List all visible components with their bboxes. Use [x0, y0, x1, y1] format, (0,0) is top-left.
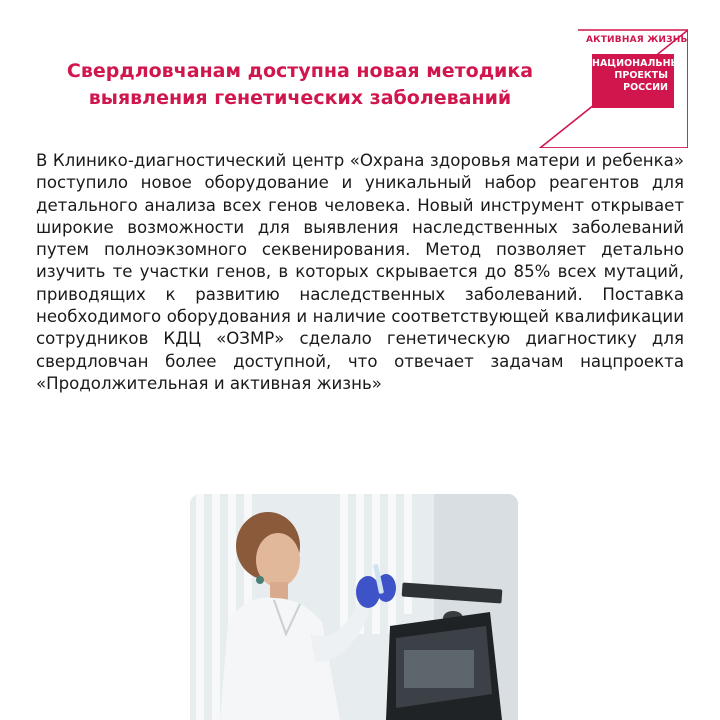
- article-paragraph: В Клинико-диагностический центр «Охрана здоровья матери и ребенка» поступило новое оборудование и уникальный набор реагентов для детального анализа всех генов человека. Новый инструмент открывает широкие возможности для выявления наследственных заболеваний путем полноэкзомного секвенирования. Метод позволяет детально изучить те участки генов, в которых скрывается до 85% всех мутаций, приводящих к развитию наследственных заболеваний. Поставка необходимого оборудования и наличие соответствующей квалификации сотрудников КДЦ «ОЗМР» сделало генетическую диагностику для свердловчан более доступной, что отвечает задачам нацпроекта «Продолжительная и активная жизнь»: [36, 151, 684, 393]
- logo-badge: [592, 54, 687, 108]
- lab-photo: [190, 494, 518, 720]
- lab-photo-illustration: [190, 494, 518, 720]
- logo-tagline: АКТИВНАЯ ЖИЗНЬ: [586, 35, 688, 45]
- title-line-2: выявления генетических заболеваний: [88, 87, 512, 109]
- page-title: [40, 58, 560, 112]
- logo-line-1: НАЦИОНАЛЬНЫЕ: [592, 58, 687, 69]
- logo-line-3: РОССИИ: [623, 82, 668, 93]
- logo-line-2: ПРОЕКТЫ: [614, 70, 668, 81]
- title-line-1: Свердловчанам доступна новая методика: [66, 60, 534, 82]
- national-projects-logo: [538, 26, 688, 148]
